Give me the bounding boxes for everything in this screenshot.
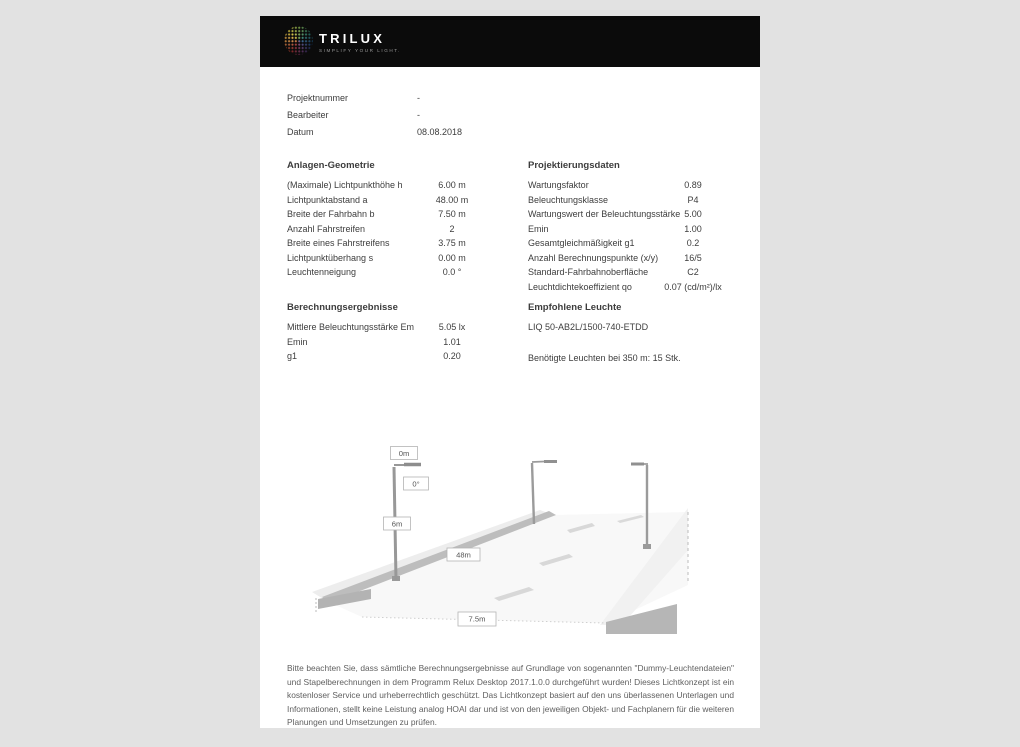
info-value: 08.08.2018 [417,127,463,137]
row-value: 0.00 m [438,252,466,263]
row-value: 0.0 ° [442,267,462,277]
table-row [528,265,743,280]
luminaire-product: LIQ 50-AB2L/1500-740-ETDD [528,322,649,332]
table-row [287,193,502,208]
table-row [287,251,502,266]
section-projektierungsdaten [528,161,743,294]
table-row [287,335,502,350]
table-row [528,207,743,222]
section-title: Projektierungsdaten [528,160,620,171]
report-page [260,16,760,728]
row-label: (Maximale) Lichtpunkthöhe h [287,180,403,190]
table-row [287,236,502,251]
svg-text:7.5m: 7.5m [468,614,486,624]
info-row-bearbeiter [287,107,733,124]
row-value: 0.07 (cd/m²)/lx [664,281,722,292]
info-label: Datum [287,127,314,137]
row-label: Wartungswert der Beleuchtungsstärke [528,209,681,219]
row-label: Wartungsfaktor [528,180,589,190]
row-label: Lichtpunktüberhang s [287,252,374,263]
brand-name: TRILUX [319,31,386,46]
info-label: Projektnummer [287,93,349,103]
trilux-globe-icon [284,26,313,55]
table-row [287,178,502,193]
table-row [528,251,743,266]
row-label: Standard-Fahrbahnoberfläche [528,267,649,277]
row-label: Anzahl Fahrstreifen [287,223,366,234]
row-label: Leuchtdichtekoeffizient qo [528,281,632,292]
trilux-logo [284,26,401,55]
row-value: 1.00 [684,223,702,234]
header-bar [260,16,760,67]
svg-text:48m: 48m [456,550,471,560]
trilux-wordmark [319,32,401,53]
table-row [287,320,502,335]
row-value: 5.05 lx [438,322,466,332]
row-label: Breite der Fahrbahn b [287,209,375,219]
row-label: Breite eines Fahrstreifens [287,238,390,248]
info-row-datum [287,124,733,141]
row-value: 0.20 [443,351,461,361]
section-title: Berechnungsergebnisse [287,302,398,313]
info-value: - [417,110,420,120]
table-row [528,193,743,208]
row-value: P4 [687,194,699,205]
table-row [287,207,502,222]
row-label: Emin [287,336,308,347]
luminaire-count-note: Benötigte Leuchten bei 350 m: 15 Stk. [528,352,681,363]
section-title: Anlagen-Geometrie [287,160,375,171]
info-label: Bearbeiter [287,110,329,120]
section-anlagen-geometrie [287,161,502,280]
table-row [528,236,743,251]
row-value: 3.75 m [438,238,466,248]
row-label: Gesamtgleichmäßigkeit g1 [528,238,635,248]
row-value: 0.2 [686,238,700,248]
table-row [287,222,502,237]
section-empfohlene-leuchte [528,303,743,364]
row-label: Leuchtenneigung [287,267,357,277]
row-label: Anzahl Berechnungspunkte (x/y) [528,252,659,263]
label-pole-height [384,517,411,530]
label-tilt-angle [404,477,429,490]
road-geometry-diagram [260,444,760,656]
svg-text:0m: 0m [398,449,410,458]
table-row [287,265,502,280]
row-value: 0.89 [684,180,702,190]
svg-text:6m: 6m [391,519,403,529]
info-value: - [417,93,420,103]
table-row [528,222,743,237]
svg-text:0°: 0° [412,479,420,489]
row-value: 16/5 [684,252,702,263]
row-label: Lichtpunktabstand a [287,194,368,205]
table-row [528,280,743,295]
row-value: C2 [687,267,699,277]
row-value: 5.00 [684,209,702,219]
info-row-projektnummer [287,90,733,107]
label-pole-top [391,447,418,460]
label-pole-spacing [447,548,480,561]
table-row [287,349,502,364]
row-label: Beleuchtungsklasse [528,194,609,205]
row-label: Emin [528,223,549,234]
section-title: Empfohlene Leuchte [528,302,622,313]
project-info [287,90,733,141]
row-value: 6.00 m [438,180,466,190]
row-value: 7.50 m [438,209,466,219]
label-road-width [458,612,496,626]
row-value: 2 [449,223,455,234]
row-label: Mittlere Beleuchtungsstärke Em [287,322,415,332]
row-label: g1 [287,351,298,361]
section-berechnungsergebnisse [287,303,502,364]
row-value: 48.00 m [435,194,469,205]
table-row [528,178,743,193]
brand-tagline: SIMPLIFY YOUR LIGHT. [319,47,401,53]
row-value: 1.01 [443,336,461,347]
disclaimer-text: Bitte beachten Sie, dass sämtliche Berechnungsergebnisse auf Grundlage von sogenannten "Dummy-Leuchtendateien" und Stapelberechnungen in dem Programm Relux Desktop 2017.1.0.0 durchgeführt wurden! Dieses Lichtkonzept ist ein kostenloser Service und urheberrechtlich geschützt. Das Lichtkonzept basiert auf den uns überlassenen Unterlagen und Informationen, stellt keine Leistung analog HOAI dar und ist von den jeweiligen Objekt- und Fachplanern für die weiteren Planungen und Umsetzungen zu prüfen. [287,663,734,728]
